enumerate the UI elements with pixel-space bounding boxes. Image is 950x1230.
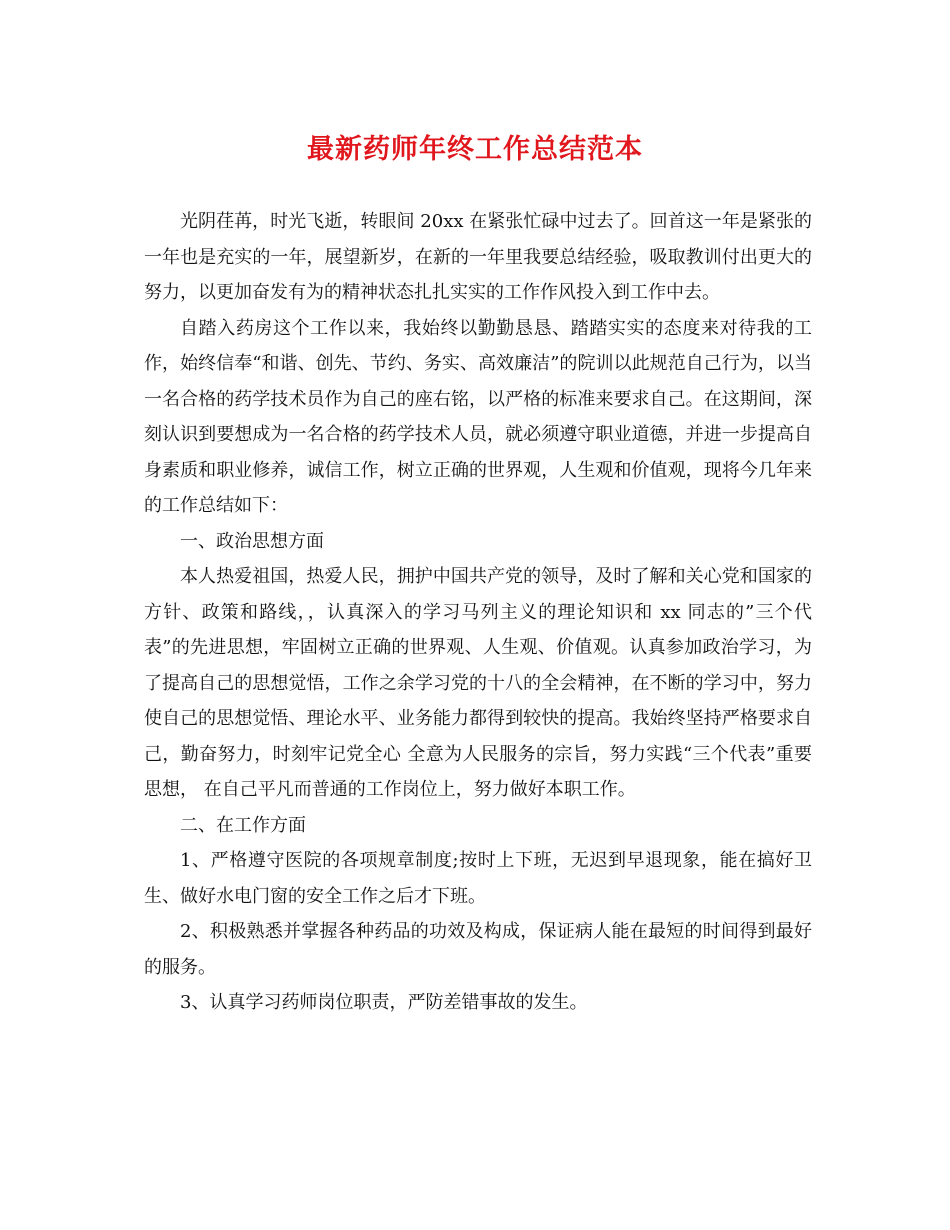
list-item-drugs: 2、积极熟悉并掌握各种药品的功效及构成，保证病人能在最短的时间得到最好的服务。 <box>144 921 812 978</box>
document-body <box>144 204 812 1021</box>
paragraph-political: 本人热爱祖国，热爱人民，拥护中国共产党的领导，及时了解和关心党和国家的方针、政策和路线，，认真深入的学习马列主义的理论知识和 xx 同志的”三个代表”的先进思想，牢固树立正确的世界观、人生观、价值观。认真参加政治学习，为了提高自己的思想觉悟，工作之余学习党的十八的全会精神，在不断的学习中，努力使自己的思想觉悟、理论水平、业务能力都得到较快的提高。我始终坚持严格要求自己，勤奋努力，时刻牢记党全心 全意为人民服务的宗旨，努力实践“三个代表”重要思想， 在自己平凡而普通的工作岗位上，努力做好本职工作。 <box>144 566 812 800</box>
document-title: 最新药师年终工作总结范本 <box>307 134 643 165</box>
list-item-rules: 1、严格遵守医院的各项规章制度;按时上下班，无迟到早退现象，能在搞好卫生、做好水电门窗的安全工作之后才下班。 <box>144 850 812 907</box>
section-heading-work: 二、在工作方面 <box>180 814 306 836</box>
paragraph-intro: 光阴荏苒，时光飞逝，转眼间 20xx 在紧张忙碌中过去了。回首这一年是紧张的一年也是充实的一年，展望新岁，在新的一年里我要总结经验，吸取教训付出更大的努力，以更加奋发有为的精神状态扎扎实实的工作作风投入到工作中去。 <box>144 211 812 303</box>
paragraph-work-attitude: 自踏入药房这个工作以来，我始终以勤勤恳恳、踏踏实实的态度来对待我的工作，始终信奉“和谐、创先、节约、务实、高效廉洁”的院训以此规范自己行为，以当一名合格的药学技术员作为自己的座右铭，以严格的标准来要求自己。在这期间，深刻认识到要想成为一名合格的药学技术人员，就必须遵守职业道德，并进一步提高自身素质和职业修养，诚信工作，树立正确的世界观，人生观和价值观，现将今几年来的工作总结如下： <box>144 317 812 516</box>
list-item-duties: 3、认真学习药师岗位职责，严防差错事故的发生。 <box>180 992 588 1013</box>
section-heading-political: 一、政治思想方面 <box>180 530 324 552</box>
